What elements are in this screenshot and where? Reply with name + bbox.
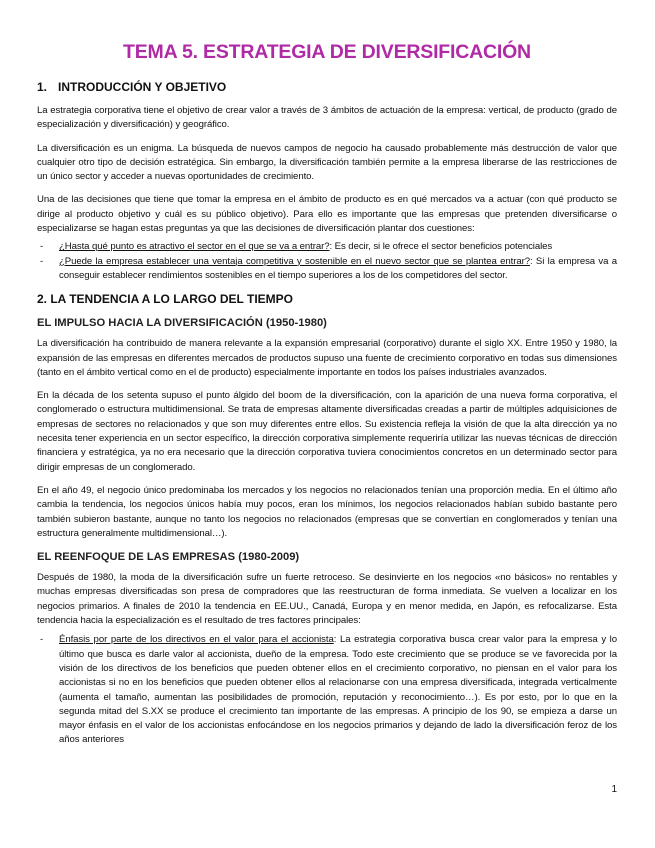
list-item <box>37 255 617 284</box>
section-1-title: INTRODUCCIÓN Y OBJETIVO <box>58 80 227 94</box>
list-dash: - <box>40 241 44 253</box>
paragraph: Una de las decisiones que tiene que tomar la empresa en el ámbito de producto es en qué mercados va a actuar (con qué producto se dirige al producto objetivo y cuál es su público objetivo). Para ello es importante que las empresas que pretenden diversificarse o especializarse se hagan estas preguntas ya que las decisiones de diversificación plantar dos cuestiones: <box>37 194 617 235</box>
subsection-heading: EL IMPULSO HACIA LA DIVERSIFICACIÓN (1950-1980) <box>37 317 327 330</box>
paragraph: Después de 1980, la moda de la diversificación sufre un fuerte retroceso. Se desinvierte en los negocios «no básicos» no rentables y muchas empresas diversificadas son presa de compradores que las reestructuran de forma inmediata. Se vuelven a localizar en los negocios primarios. A finales de 2010 la tendencia en EE.UU., Canadá, Europa y en menor medida, en Japón, es refocalizarse. Esta tendencia hacia la especialización es el resultado de tres factores principales: <box>37 572 617 627</box>
section-2-heading: 2. LA TENDENCIA A LO LARGO DEL TIEMPO <box>37 292 294 307</box>
paragraph: La diversificación es un enigma. La búsqueda de nuevos campos de negocio ha causado probablemente más destrucción de valor que cualquier otro tipo de decisión estratégica. Sin embargo, la diversificación también permite a la empresa liberarse de las restricciones de un único sector y acceder a nuevas oportunidades de crecimiento. <box>37 142 617 183</box>
factors-list <box>37 633 617 747</box>
paragraph: La estrategia corporativa tiene el objetivo de crear valor a través de 3 ámbitos de actuación de la empresa: vertical, de producto (grado de especialización y diversificación) y geográfico. <box>37 105 617 131</box>
list-item <box>37 240 617 254</box>
question-text: ¿Puede la empresa establecer una ventaja competitiva y sostenible en el nuevo sector que se plantea entrar? <box>59 255 530 267</box>
section-1-number: 1. <box>37 80 48 94</box>
factor-text: : La estrategia corporativa busca crear valor para la empresa y lo último que busca es darle valor al accionista, dueño de la empresa. Todo este crecimiento que se produce se ve favorecida por la visión de los directivos de los beneficios que pueden obtener ellos en el crecimiento corporativo, no piensan en el valor para los accionistas si no en los beneficios que pueden obtener ellos al relacionarse con una empresa diversificada, integrada verticalmente (aumenta el tamaño, aumentan las posibilidades de promoción, reputación y reconocimiento…). Es por esto, por lo que en la segunda mitad del S.XX se produce el crecimiento tan importante de las empresas. A principio de los 90, se empieza a darse un mayor énfasis en el valor de los accionistas enfocándose en los negocios primarios y dejando de lado la diversificación feroz de los años anteriores <box>59 634 617 746</box>
section-1-heading <box>37 79 617 95</box>
page-number: 1 <box>611 784 617 795</box>
paragraph: En la década de los setenta supuso el punto álgido del boom de la diversificación, con la aparición de una nueva forma corporativa, el conglomerado o estructura multidimensional. Se trata de empresas altamente diversificadas creadas a partir de múltiples adquisiciones de empresas de sectores no relacionados y que son muy diferentes entre ellos. Su existencia refleja la visión de que la alta dirección ya no necesita tener experiencia en un sector específico, la dirección corporativa simplemente requeriría utilizar las nuevas técnicas de dirección financiera y estratégica, ya no era necesario que la dirección corporativa tuviera conocimientos concretos en un determinado sector para dirigir empresas de un conglomerado. <box>37 390 617 473</box>
answer-text: : Si la empresa va a conseguir establecer rendimientos sostenibles en el tiempo superiores a los de los competidores del sector. <box>59 255 618 281</box>
paragraph: En el año 49, el negocio único predominaba los mercados y los negocios no relacionados tenían una proporción media. En el último año cambia la tendencia, los negocios únicos había muy pocos, eran los mínimos, los negocios relacionados habían subido bastante pero también subieron bastante, aunque no tanto los negocios no relacionados (empresas que se convertían en conglomerados y tenían una estructura generalmente multidimensional…). <box>37 484 617 539</box>
answer-text: : Es decir, si le ofrece el sector beneficios potenciales <box>329 241 553 253</box>
subsection-heading: EL REENFOQUE DE LAS EMPRESAS (1980-2009) <box>37 551 300 564</box>
question-text: ¿Hasta qué punto es atractivo el sector en el que se va a entrar? <box>59 241 330 253</box>
factor-lead-text: Énfasis por parte de los directivos en el valor para el accionista <box>59 634 334 646</box>
paragraph: La diversificación ha contribuido de manera relevante a la expansión empresarial (corporativo) durante el siglo XX. Entre 1950 y 1980, la expansión de las empresas en diferentes mercados de productos supuso una fuente de crecimiento corporativo en todas sus dimensiones (tanto en el ámbito vertical como en el de producto) especialmente importante en todos los países industriales avanzados. <box>37 338 617 378</box>
page-title: TEMA 5. ESTRATEGIA DE DIVERSIFICACIÓN <box>123 41 531 63</box>
list-item <box>37 633 617 747</box>
list-dash: - <box>40 255 44 267</box>
questions-list <box>37 240 617 283</box>
list-dash: - <box>40 634 44 646</box>
